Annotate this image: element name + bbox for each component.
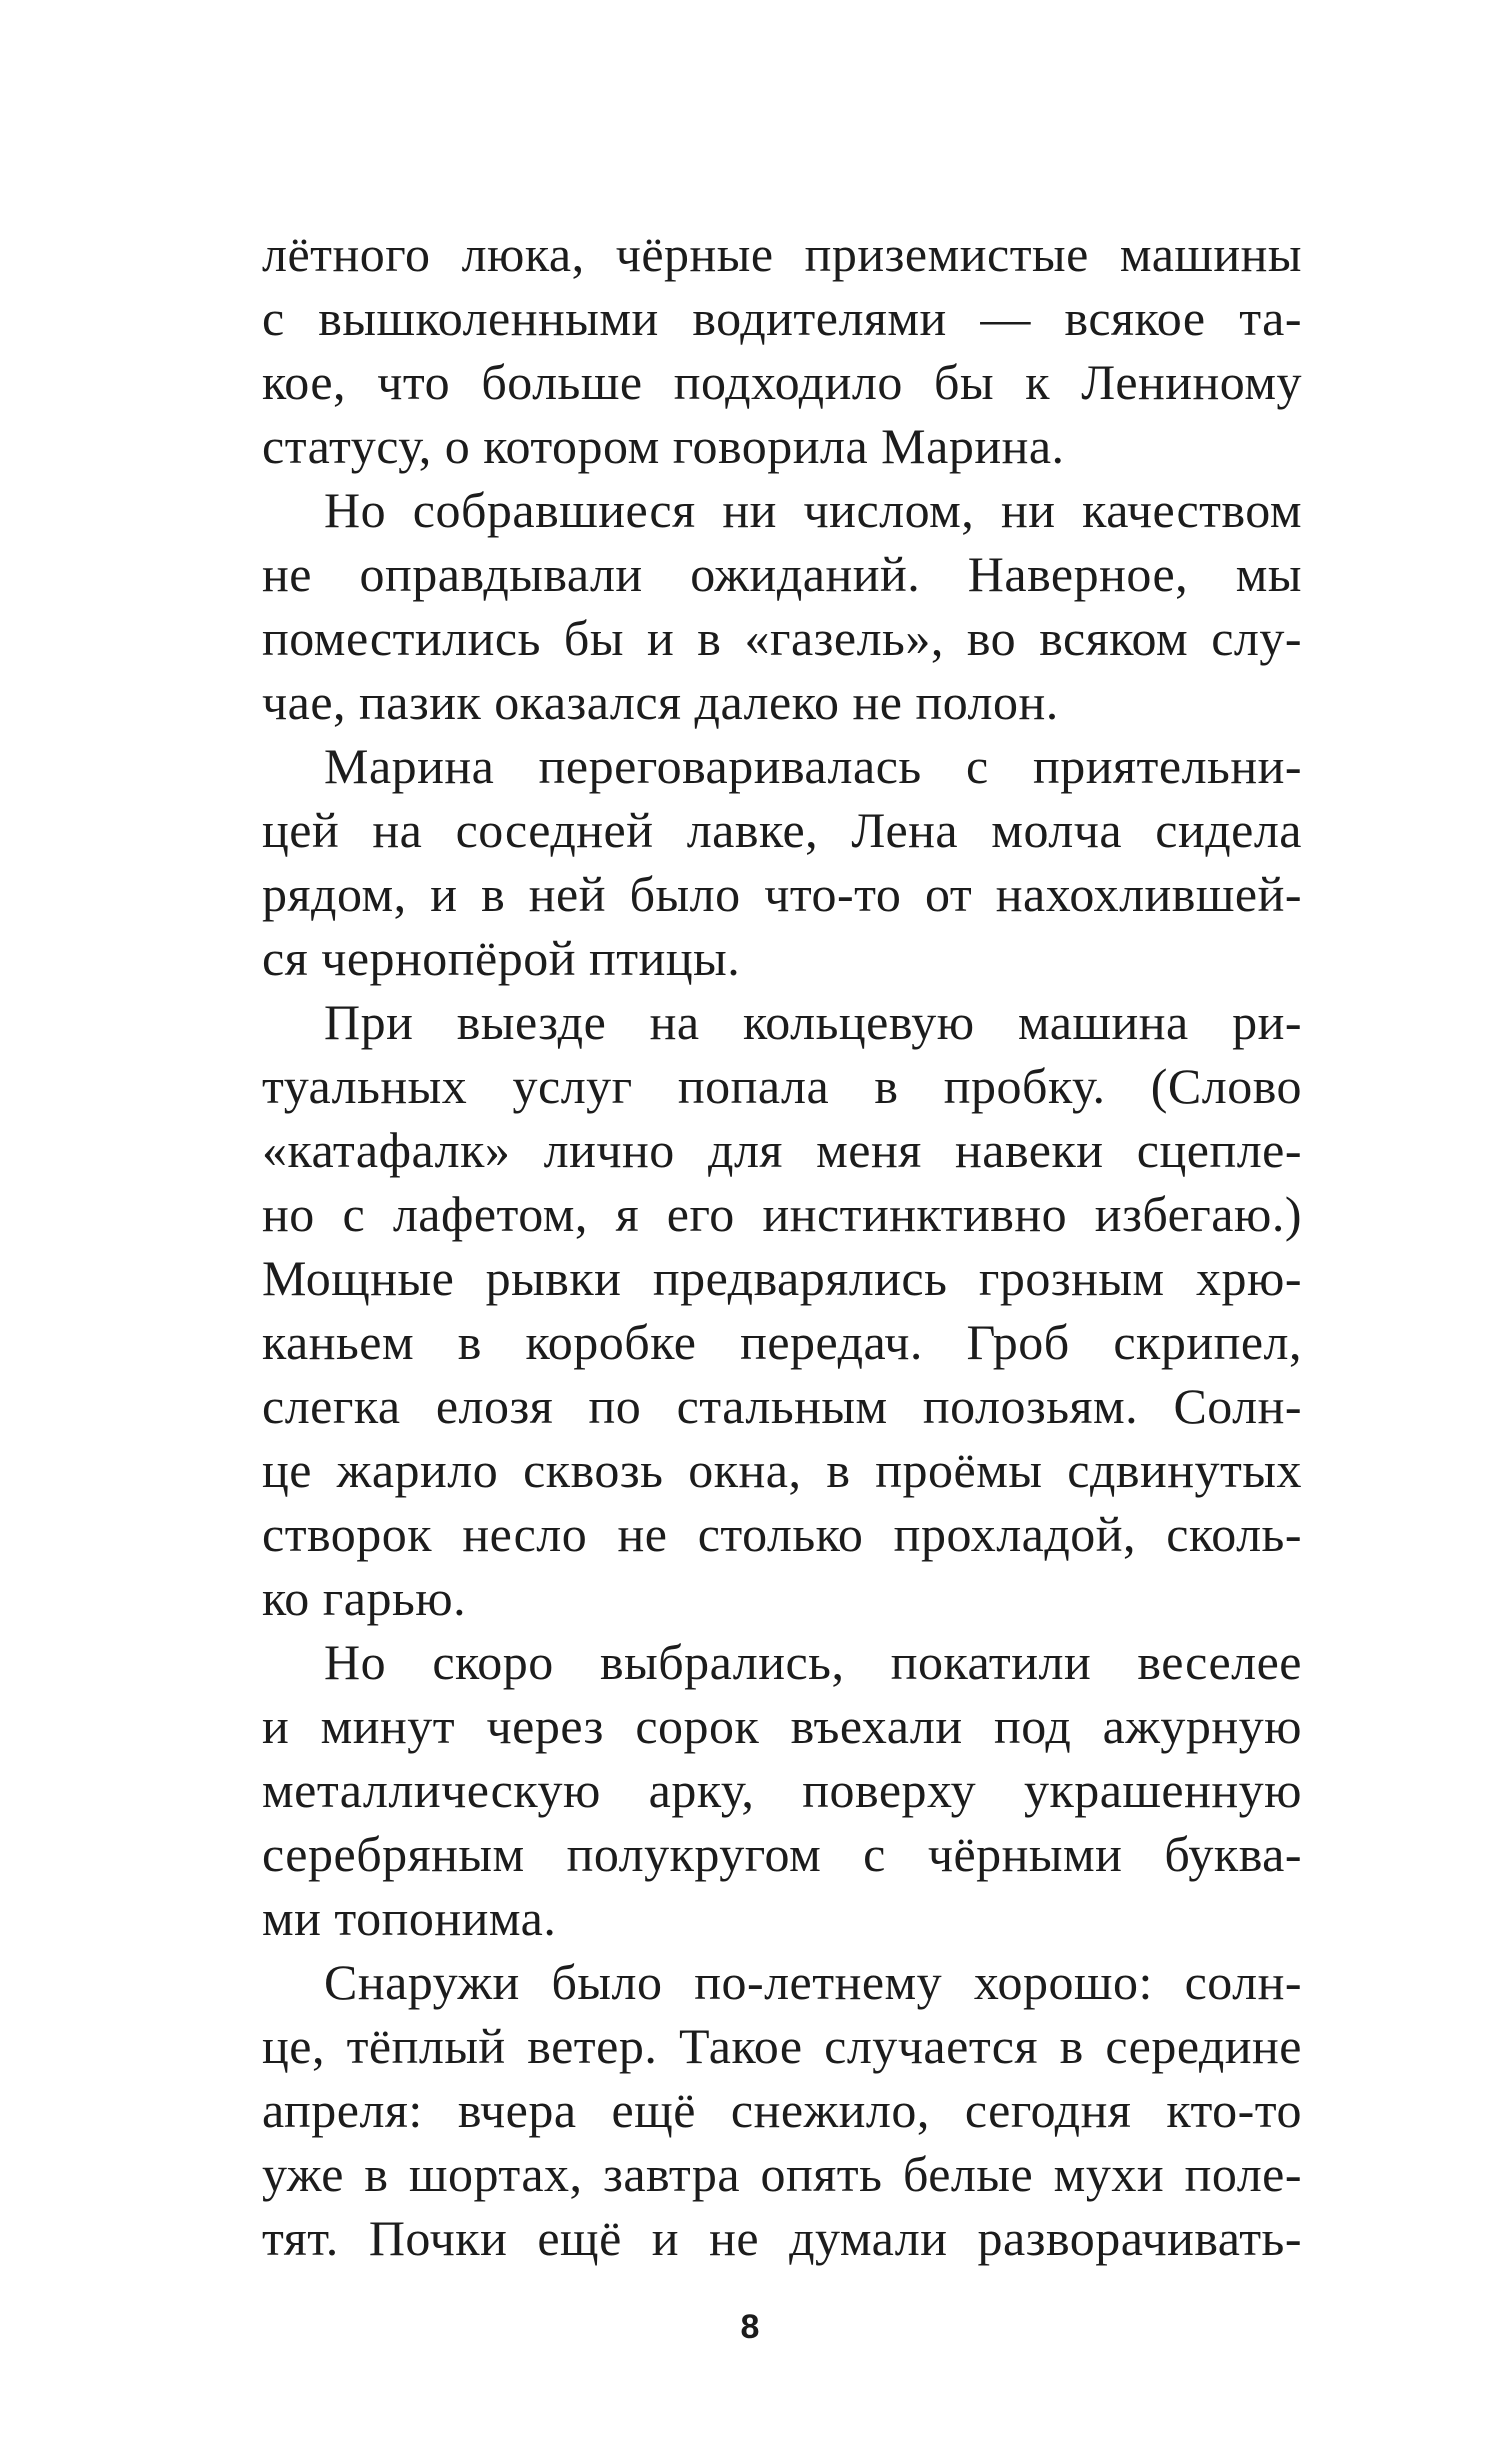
text-line: цей на соседней лавке, Лена молча сидела [262, 802, 1302, 858]
text-line: каньем в коробке передач. Гроб скрипел, [262, 1314, 1302, 1370]
text-line: статусу, о котором говорила Марина. [262, 418, 1065, 474]
text-line: ся чернопёрой птицы. [262, 930, 741, 986]
text-line: При выезде на кольцевую машина ри- [324, 994, 1302, 1050]
text-line: тят. Почки ещё и не думали разворачивать- [262, 2210, 1302, 2266]
text-line: Снаружи было по-летнему хорошо: солн- [324, 1954, 1302, 2010]
text-line: но с лафетом, я его инстинктивно избегаю.) [262, 1186, 1302, 1242]
text-line: металлическую арку, поверху украшенную [262, 1762, 1302, 1818]
text-line: серебряным полукругом с чёрными буква- [262, 1826, 1302, 1882]
text-line: Мощные рывки предварялись грозным хрю- [262, 1250, 1302, 1306]
text-line: рядом, и в ней было что-то от нахохлившей- [262, 866, 1302, 922]
text-line: слегка елозя по стальным полозьям. Солн- [262, 1378, 1302, 1434]
text-line: кое, что больше подходило бы к Лениному [262, 354, 1302, 410]
paragraph [262, 1630, 1302, 1950]
text-line: це, тёплый ветер. Такое случается в середине [262, 2018, 1302, 2074]
text-line: апреля: вчера ещё снежило, сегодня кто-то [262, 2082, 1302, 2138]
text-line: туальных услуг попала в пробку. (Слово [262, 1058, 1302, 1114]
text-line: лётного люка, чёрные приземистые машины [262, 226, 1302, 282]
paragraph [262, 1950, 1302, 2270]
text-line: уже в шортах, завтра опять белые мухи поле- [262, 2146, 1302, 2202]
text-line: Но скоро выбрались, покатили веселее [324, 1634, 1302, 1690]
text-line: це жарило сквозь окна, в проёмы сдвинутых [262, 1442, 1302, 1498]
text-line: и минут через сорок въехали под ажурную [262, 1698, 1302, 1754]
text-line: створок несло не столько прохладой, сколь- [262, 1506, 1302, 1562]
page-number: 8 [740, 2308, 760, 2346]
text-line: Марина переговаривалась с приятельни- [324, 738, 1302, 794]
paragraph [262, 990, 1302, 1630]
text-line: с вышколенными водителями — всякое та- [262, 290, 1302, 346]
text-line: ми топонима. [262, 1890, 557, 1946]
text-line: Но собравшиеся ни числом, ни качеством [324, 482, 1302, 538]
text-line: «катафалк» лично для меня навеки сцепле- [262, 1122, 1302, 1178]
text-line: чае, пазик оказался далеко не полон. [262, 674, 1059, 730]
paragraph [262, 734, 1302, 990]
text-line: ко гарью. [262, 1570, 467, 1626]
body-text [262, 222, 1302, 2270]
text-line: не оправдывали ожиданий. Наверное, мы [262, 546, 1302, 602]
paragraph [262, 222, 1302, 478]
paragraph [262, 478, 1302, 734]
text-line: поместились бы и в «газель», во всяком слу- [262, 610, 1302, 666]
